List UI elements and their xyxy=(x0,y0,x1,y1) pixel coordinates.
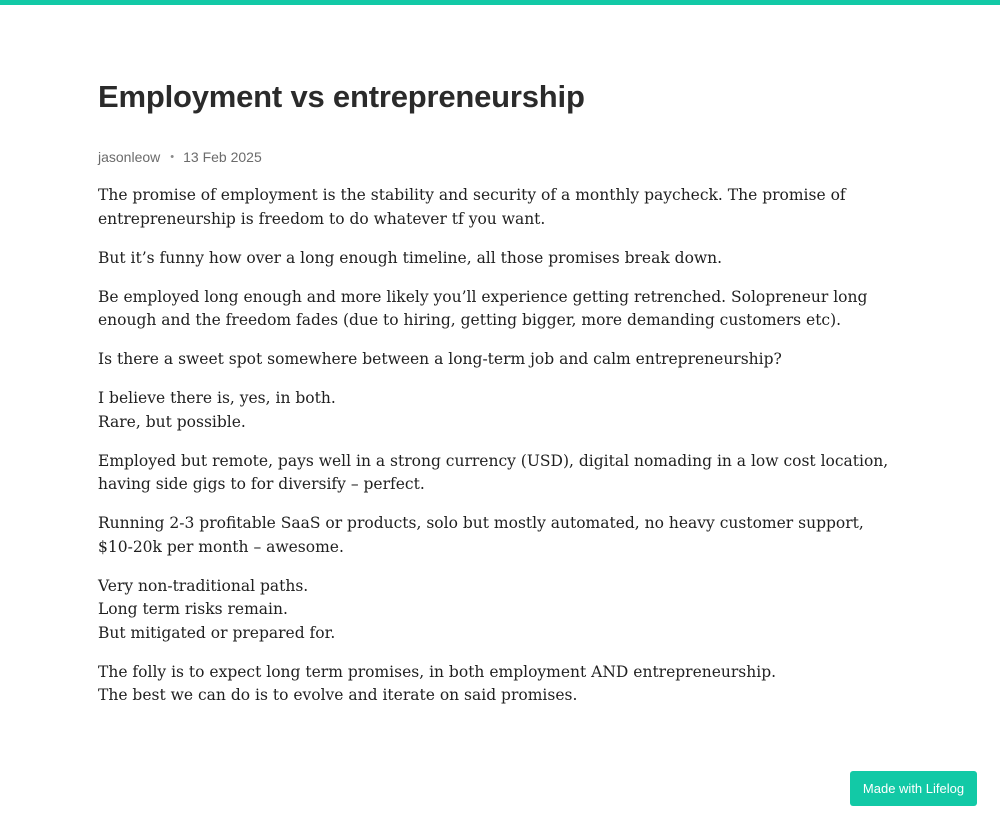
author-link[interactable]: jasonleow xyxy=(98,149,161,165)
paragraph xyxy=(98,450,898,497)
paragraph xyxy=(98,661,898,708)
paragraph xyxy=(98,512,898,559)
paragraph-line: Be employed long enough and more likely you’ll experience getting retrenched. Solopreneur long enough and the freedom fades (due to hiring, getting bigger, more demanding customers etc). xyxy=(98,287,868,329)
post-body xyxy=(98,184,898,708)
paragraph xyxy=(98,387,898,434)
paragraph-line: But it’s funny how over a long enough timeline, all those promises break down. xyxy=(98,248,723,267)
paragraph-line: The promise of employment is the stability and security of a monthly paycheck. The promise of entrepreneurship is freedom to do whatever tf you want. xyxy=(98,186,846,228)
paragraph-line: Employed but remote, pays well in a strong currency (USD), digital nomading in a low cost location, having side gigs to for diversify – perfect. xyxy=(98,451,889,493)
made-with-lifelog-button[interactable]: Made with Lifelog xyxy=(850,771,977,806)
paragraph-line: But mitigated or prepared for. xyxy=(98,623,336,642)
article xyxy=(98,78,898,723)
paragraph xyxy=(98,247,898,271)
top-accent-bar xyxy=(0,0,1000,5)
paragraph xyxy=(98,286,898,333)
paragraph-line: Long term risks remain. xyxy=(98,600,288,618)
paragraph xyxy=(98,575,898,646)
post-date: 13 Feb 2025 xyxy=(183,149,262,165)
paragraph-line: Running 2-3 profitable SaaS or products, solo but mostly automated, no heavy customer support, $10-20k per month – awesome. xyxy=(98,514,864,556)
paragraph-line: The folly is to expect long term promises, in both employment AND entrepreneurship. xyxy=(98,662,777,681)
paragraph xyxy=(98,348,898,372)
paragraph-line: The best we can do is to evolve and iterate on said promises. xyxy=(98,686,578,704)
paragraph xyxy=(98,184,898,231)
post-meta xyxy=(98,148,898,166)
paragraph-line: Is there a sweet spot somewhere between a long-term job and calm entrepreneurship? xyxy=(98,350,782,368)
paragraph-line: I believe there is, yes, in both. xyxy=(98,389,336,407)
paragraph-line: Rare, but possible. xyxy=(98,412,246,431)
page-title: Employment vs entrepreneurship xyxy=(98,79,585,114)
meta-separator: • xyxy=(170,151,175,163)
paragraph-line: Very non-traditional paths. xyxy=(98,576,309,595)
